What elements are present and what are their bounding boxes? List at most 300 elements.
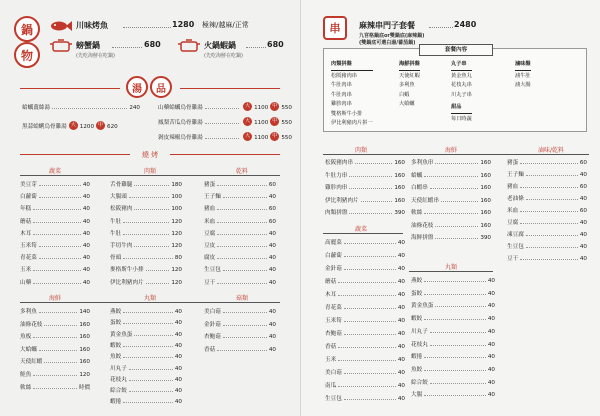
set-item: 滷牛肚	[515, 72, 531, 79]
fish-price: 1280	[172, 20, 195, 29]
menu-item-name: 牛肚力串	[325, 172, 348, 179]
set-list-seafood	[399, 60, 420, 110]
menu-item-name: 白蝦串	[411, 185, 428, 191]
menu-item-price: 60	[579, 184, 587, 190]
menu-item-row	[204, 241, 276, 249]
menu-item-row	[20, 307, 90, 315]
menu-item-row	[411, 301, 495, 309]
soup-medium-price: 550	[281, 135, 292, 141]
menu-item-name: 青花菜	[325, 305, 342, 311]
menu-item-price: 40	[174, 354, 182, 361]
menu-item-name: 蝦餃	[411, 316, 423, 323]
menu-item-name: 海鮮拼盤	[411, 235, 434, 241]
menu-item-price: 40	[82, 194, 90, 201]
menu-item-name: 蝦捲	[110, 399, 122, 406]
set-col-heading: 滷味盤	[515, 60, 531, 71]
menu-item-price: 40	[487, 290, 495, 297]
menu-item-name: 魚板	[20, 334, 32, 341]
soup-divider-left	[20, 88, 120, 89]
menu-item-price: 40	[397, 383, 405, 389]
menu-item-row	[204, 229, 276, 237]
menu-item-row	[110, 341, 182, 349]
col-header-ball: 丸類	[444, 264, 458, 271]
menu-item-name: 牛肚	[110, 230, 122, 237]
menu-item-name: 金針菇	[204, 321, 221, 328]
menu-item-price: 60	[268, 206, 276, 213]
menu-item-price: 40	[579, 232, 587, 238]
pot1-leader	[112, 47, 142, 48]
menu-item-row	[110, 352, 182, 360]
menu-item-price: 40	[82, 255, 90, 262]
menu-item-row	[325, 171, 405, 179]
menu-item-name: 豬蛋	[507, 160, 519, 166]
menu-item-price: 40	[397, 292, 405, 298]
menu-item-name: 玉米	[325, 357, 337, 363]
set-item: 多利魚	[399, 82, 415, 88]
menu-item-name: 燕餃	[110, 309, 122, 315]
menu-item-row	[325, 251, 405, 259]
menu-item-row	[110, 364, 182, 372]
menu-item-row	[20, 332, 90, 340]
menu-item-name: 豬蛋	[204, 182, 216, 188]
col-header-ball: 丸類	[143, 295, 157, 302]
menu-item-price: 160	[480, 160, 491, 166]
menu-item-row	[411, 314, 495, 322]
menu-item-price: 40	[397, 331, 405, 337]
menu-item-price: 160	[394, 172, 405, 179]
menu-item-price: 40	[82, 267, 90, 274]
size-large-badge: 大	[245, 103, 251, 109]
menu-item-price: 140	[79, 309, 90, 315]
set-item: 每日時蔬	[451, 115, 472, 122]
menu-item-name: 軟絲	[20, 384, 32, 391]
menu-item-price: 40	[397, 344, 405, 350]
menu-item-price: 160	[79, 334, 90, 341]
menu-item-row	[204, 217, 276, 225]
menu-item-name: 金針菇	[325, 266, 342, 272]
menu-item-row	[507, 242, 587, 250]
menu-item-row	[411, 183, 491, 191]
soup-medium-price: 550	[281, 120, 292, 126]
menu-item-price: 40	[268, 334, 276, 341]
menu-item-name: 腐皮	[204, 255, 216, 262]
menu-item-row	[204, 332, 276, 340]
set-item: 松阪豬肉串	[331, 72, 357, 79]
menu-item-name: 蛤蠣	[411, 172, 423, 179]
menu-item-row	[110, 192, 182, 200]
menu-item-name: 香菇	[325, 344, 337, 350]
menu-item-price: 40	[268, 267, 276, 274]
menu-item-row	[20, 192, 90, 200]
menu-item-price: 40	[487, 278, 495, 284]
menu-item-name: 松阪豬肉	[110, 206, 133, 213]
menu-item-name: 川丸子	[411, 328, 428, 335]
soup-large-price: 1100	[254, 120, 269, 126]
pot2-price: 680	[267, 40, 284, 49]
snack-header-rule-2	[20, 302, 280, 303]
menu-item-price: 120	[171, 243, 182, 249]
menu-item-row	[411, 327, 495, 335]
set-list-braise	[515, 60, 531, 91]
snack-divider-left	[20, 154, 130, 155]
menu-item-price: 120	[171, 218, 182, 225]
fish-icon	[50, 20, 72, 32]
menu-item-row	[110, 265, 182, 273]
menu-item-price: 40	[174, 331, 182, 338]
right-menu-page	[300, 0, 600, 416]
menu-item-price: 40	[174, 376, 182, 383]
pot-icon	[178, 38, 200, 52]
menu-item-row	[325, 355, 405, 363]
menu-item-price: 60	[579, 208, 587, 214]
menu-item-price: 160	[480, 210, 491, 216]
menu-item-name: 木耳	[20, 230, 32, 237]
menu-item-name: 黃金魚蛋	[411, 303, 434, 310]
set-col-heading: 海鮮拼盤	[399, 60, 420, 71]
menu-item-name: 花枝丸	[411, 341, 428, 348]
menu-item-name: 白蘿蔔	[325, 253, 342, 259]
menu-item-row	[325, 264, 405, 272]
menu-item-name: 花枝丸	[110, 376, 127, 383]
menu-item-name: 松阪豬肉串	[325, 160, 353, 166]
menu-item-name: 南瓜	[325, 383, 337, 389]
snack-divider-right	[170, 154, 280, 155]
menu-item-name: 伊比利豬肉片	[325, 197, 359, 204]
menu-item-row	[110, 278, 182, 286]
menu-item-price: 160	[480, 185, 491, 191]
menu-item-price: 40	[174, 388, 182, 395]
set-item: 牛肚肉串	[331, 91, 352, 98]
menu-item-row	[20, 253, 90, 261]
menu-item-price: 40	[397, 305, 405, 311]
col-header-meat: 肉類	[143, 168, 157, 175]
menu-item-row	[325, 381, 405, 389]
menu-item-name: 天使紅蝦串	[411, 197, 439, 204]
set-col-heading: 丸子串	[451, 60, 472, 71]
menu-item-row	[20, 278, 90, 286]
menu-item-price: 40	[268, 279, 276, 286]
menu-item-price: 40	[579, 256, 587, 262]
menu-item-price: 40	[579, 172, 587, 178]
col-header-sea: 海鮮	[48, 295, 62, 302]
menu-item-name: 川丸子	[110, 365, 127, 372]
seal-skewer: 串	[323, 16, 347, 40]
menu-item-price: 40	[268, 309, 276, 315]
menu-item-price: 40	[397, 370, 405, 376]
menu-item-price: 40	[487, 316, 495, 323]
menu-item-price: 40	[397, 266, 405, 272]
menu-item-row	[507, 230, 587, 238]
menu-item-name: 肉類拼盤	[325, 210, 348, 216]
soup-name: 剝皮辣椒烏骨雞湯	[158, 135, 203, 141]
menu-item-row	[204, 180, 276, 188]
menu-item-row	[325, 208, 405, 216]
col-header-mush: 菇類	[235, 295, 249, 302]
menu-item-name: 米血	[507, 208, 519, 214]
col-header-sea: 海鮮	[444, 147, 458, 154]
col-header-veg: 蔬菜	[48, 168, 62, 175]
menu-item-name: 蛋餃	[110, 320, 122, 327]
menu-item-name: 豆皮	[204, 243, 216, 249]
menu-item-name: 伊比利豬肉片	[110, 279, 144, 286]
menu-item-price: 40	[487, 392, 495, 399]
menu-item-row	[411, 289, 495, 297]
menu-item-price: 40	[268, 346, 276, 353]
menu-item-name: 杏鮑菇	[204, 334, 221, 341]
menu-item-row	[411, 208, 491, 216]
menu-item-row	[204, 307, 276, 315]
fish-leader	[123, 27, 171, 28]
soup-large-price: 1100	[254, 105, 269, 111]
set-list-balls	[451, 60, 472, 124]
menu-item-row	[325, 342, 405, 350]
menu-item-name: 綜合餃	[411, 379, 428, 386]
menu-item-price: 160	[480, 222, 491, 229]
menu-item-name: 軟絲	[411, 210, 423, 216]
col-header-meat: 肉類	[354, 147, 368, 154]
menu-item-price: 40	[397, 240, 405, 246]
set-item: 雞胗肉串	[331, 101, 352, 107]
menu-item-price: 40	[82, 279, 90, 286]
menu-item-row	[325, 329, 405, 337]
menu-item-row	[411, 390, 495, 398]
menu-item-row	[507, 182, 587, 190]
set-item: 天使紅蝦	[399, 72, 420, 79]
menu-item-name: 生豆包	[204, 267, 221, 274]
menu-item-price: 40	[487, 341, 495, 348]
size-large-badge: 大	[70, 122, 76, 128]
size-medium-badge: 中	[272, 133, 278, 139]
menu-item-name: 豬血	[204, 206, 216, 213]
ball-header-rule	[409, 271, 493, 272]
menu-item-row	[507, 218, 587, 226]
menu-item-row	[411, 365, 495, 373]
menu-item-name: 凍豆腐	[507, 232, 524, 238]
menu-item-row	[325, 277, 405, 285]
menu-item-price: 40	[579, 196, 587, 202]
menu-item-name: 油條花枝	[20, 321, 43, 328]
menu-item-price: 120	[171, 230, 182, 237]
set-item: 川丸子串	[451, 91, 472, 98]
set-leader	[429, 27, 453, 28]
pot2-name: 火鍋蝦鍋	[204, 41, 236, 50]
menu-item-row	[507, 194, 587, 202]
menu-item-name: 黃金魚蛋	[110, 331, 133, 338]
soup-name: 黑蒜蛤蜊烏骨雞湯	[22, 124, 67, 130]
menu-item-row	[20, 180, 90, 188]
menu-item-name: 麥格斯牛小排	[110, 267, 144, 274]
menu-item-row	[325, 368, 405, 376]
menu-item-price: 160	[79, 346, 90, 353]
menu-item-row	[507, 254, 587, 262]
set-item: 伊比利豬肉片拼一	[331, 120, 373, 126]
set-list-meat	[331, 60, 373, 129]
menu-item-price: 160	[480, 197, 491, 204]
menu-item-row	[325, 196, 405, 204]
menu-item-price: 40	[487, 354, 495, 361]
menu-item-name: 多利魚串	[411, 160, 434, 166]
menu-item-price: 40	[82, 182, 90, 188]
menu-item-name: 木耳	[325, 292, 337, 298]
menu-item-price: 40	[397, 253, 405, 259]
menu-item-price: 40	[487, 328, 495, 335]
set-item: 花枝丸串	[451, 82, 472, 88]
menu-item-name: 蘑菇	[325, 279, 337, 285]
set-price: 2480	[454, 20, 477, 29]
menu-item-row	[204, 265, 276, 273]
menu-item-row	[110, 397, 182, 405]
pot2-note: (先吃海鮮在吃鍋)	[204, 53, 243, 59]
menu-item-row	[204, 278, 276, 286]
menu-item-name: 王子麵	[507, 172, 524, 178]
menu-item-price: 40	[174, 399, 182, 406]
menu-item-name: 香菇	[204, 346, 216, 353]
menu-item-price: 100	[171, 194, 182, 201]
soup-name: 鳳梨苦瓜烏骨雞湯	[158, 120, 203, 126]
menu-item-row	[110, 229, 182, 237]
menu-item-price: 160	[480, 172, 491, 179]
menu-item-name: 蝦餃	[110, 342, 122, 349]
menu-item-row	[20, 383, 90, 391]
menu-item-price: 100	[171, 206, 182, 213]
menu-item-price: 40	[174, 342, 182, 349]
soup-row	[22, 122, 150, 130]
veg-header-rule	[323, 233, 403, 234]
menu-item-name: 牛肚	[110, 218, 122, 225]
set-item: 牛肚肉串	[331, 82, 352, 88]
menu-item-row	[20, 241, 90, 249]
menu-item-price: 40	[579, 220, 587, 226]
menu-item-price: 40	[268, 243, 276, 249]
menu-item-price: 40	[82, 218, 90, 225]
snack-section-title: 燒 烤	[141, 151, 159, 159]
soup-row	[158, 118, 292, 126]
set-note-1: 九宮格鍋底or雙鍋底(麻辣鍋)	[359, 33, 425, 39]
set-item: 大蛤蠣	[399, 101, 415, 107]
menu-item-price: 40	[82, 206, 90, 213]
seal-hotpot-1: 鍋	[14, 16, 40, 42]
menu-item-price: 40	[487, 379, 495, 386]
menu-item-row	[507, 170, 587, 178]
soup-row	[158, 103, 292, 111]
menu-item-price: 40	[82, 230, 90, 237]
menu-item-price: 40	[579, 244, 587, 250]
menu-item-row	[20, 357, 90, 365]
menu-item-name: 王子麵	[204, 194, 221, 201]
size-medium-badge: 中	[98, 122, 104, 128]
menu-item-row	[204, 253, 276, 261]
menu-item-row	[204, 204, 276, 212]
menu-item-price: 160	[394, 185, 405, 191]
menu-item-price: 40	[397, 318, 405, 324]
menu-item-price: 60	[268, 218, 276, 225]
menu-item-name: 玉米	[20, 267, 32, 274]
menu-item-name: 燕餃	[411, 278, 423, 284]
menu-item-price: 40	[268, 194, 276, 201]
col-header-veg: 蔬菜	[354, 226, 368, 233]
menu-item-name: 多利魚	[20, 309, 37, 315]
menu-item-row	[204, 345, 276, 353]
pot1-name: 螃蟹鍋	[76, 41, 100, 50]
menu-item-row	[20, 265, 90, 273]
menu-item-name: 魚餃	[110, 354, 122, 361]
menu-item-price: 40	[397, 396, 405, 402]
menu-item-name: 美白菇	[325, 370, 342, 376]
menu-item-row	[411, 340, 495, 348]
menu-item-name: 米血	[204, 218, 216, 225]
menu-item-name: 魚餃	[411, 366, 423, 373]
menu-item-row	[325, 158, 405, 166]
menu-item-name: 天使紅蝦	[20, 359, 43, 366]
menu-item-row	[411, 378, 495, 386]
seal-hotpot-2: 物	[14, 42, 40, 68]
menu-item-row	[110, 375, 182, 383]
menu-item-row	[411, 276, 495, 284]
menu-item-row	[110, 217, 182, 225]
menu-item-row	[325, 238, 405, 246]
menu-item-name: 豆腐	[507, 220, 519, 226]
menu-item-name: 豆干	[507, 256, 519, 262]
menu-item-row	[411, 158, 491, 166]
soup-name: 蛤蠣薑絲湯	[22, 105, 50, 111]
menu-item-name: 油條花枝	[411, 222, 434, 229]
menu-item-name: 豆干	[204, 279, 216, 286]
menu-item-name: 年糕	[20, 206, 32, 213]
soup-divider-right	[180, 88, 280, 89]
menu-item-price: 120	[171, 279, 182, 286]
menu-item-name: 骨頭	[110, 255, 122, 262]
size-medium-badge: 中	[272, 103, 278, 109]
menu-item-price: 180	[171, 182, 182, 188]
menu-item-name: 生豆包	[325, 396, 342, 402]
set-col-heading: 甜品	[451, 103, 472, 114]
seal-soup-1: 湯	[126, 76, 148, 98]
soup-row	[158, 133, 292, 141]
menu-item-row	[204, 192, 276, 200]
menu-item-row	[507, 158, 587, 166]
soup-large-price: 1200	[79, 124, 95, 130]
menu-item-name: 杏鮑菇	[325, 331, 342, 337]
menu-item-price: 160	[394, 197, 405, 204]
menu-item-price: 390	[394, 210, 405, 216]
menu-item-row	[411, 221, 491, 229]
menu-item-price: 40	[82, 243, 90, 249]
menu-item-price: 40	[397, 357, 405, 363]
menu-item-name: 雞胗肉串	[325, 185, 348, 191]
pot-icon	[50, 38, 72, 52]
menu-item-row	[20, 345, 90, 353]
menu-item-name: 美豆芽	[20, 182, 37, 188]
menu-item-price: 160	[394, 160, 405, 166]
menu-item-price: 40	[397, 279, 405, 285]
soup-row	[22, 103, 140, 111]
set-item: 雙格斯牛小排	[331, 110, 363, 117]
soup-medium-price: 550	[281, 105, 292, 111]
menu-item-name: 蝦捲	[411, 354, 423, 361]
menu-item-name: 蛋餃	[411, 290, 423, 297]
set-item: 滷大腸	[515, 82, 531, 88]
menu-item-name: 美白菇	[204, 309, 221, 315]
menu-item-row	[325, 316, 405, 324]
menu-item-row	[325, 394, 405, 402]
col-header-dry: 乾料	[235, 168, 249, 175]
menu-item-price: 120	[171, 267, 182, 274]
fish-name: 川味烤魚	[76, 21, 108, 30]
menu-item-row	[411, 171, 491, 179]
menu-item-row	[110, 330, 182, 338]
menu-item-name: 大腸頭	[110, 194, 127, 201]
menu-item-price: 40	[487, 366, 495, 373]
